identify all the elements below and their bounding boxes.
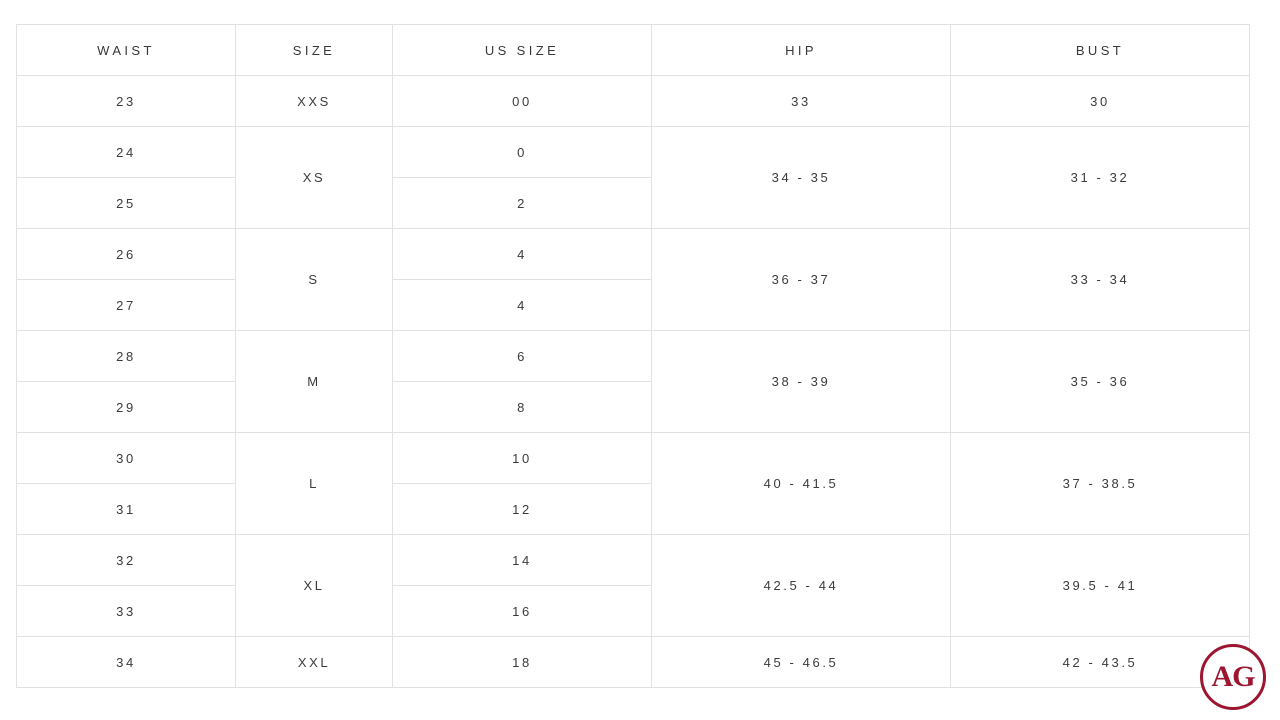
cell-waist: 23: [17, 76, 236, 127]
cell-hip: 36 - 37: [652, 229, 951, 331]
cell-waist: 28: [17, 331, 236, 382]
cell-us-size: 00: [393, 76, 652, 127]
cell-hip: 33: [652, 76, 951, 127]
table-row: [17, 331, 1250, 382]
table-header: [17, 25, 1250, 76]
cell-us-size: 2: [393, 178, 652, 229]
cell-size: XXS: [236, 76, 393, 127]
cell-bust: 42 - 43.5: [951, 637, 1250, 688]
column-header-hip: HIP: [652, 25, 951, 76]
table-header-row: [17, 25, 1250, 76]
cell-us-size: 10: [393, 433, 652, 484]
cell-size: XS: [236, 127, 393, 229]
cell-waist: 25: [17, 178, 236, 229]
cell-waist: 31: [17, 484, 236, 535]
cell-waist: 30: [17, 433, 236, 484]
cell-us-size: 4: [393, 280, 652, 331]
cell-hip: 38 - 39: [652, 331, 951, 433]
column-header-us-size: US SIZE: [393, 25, 652, 76]
cell-us-size: 6: [393, 331, 652, 382]
table-row: [17, 637, 1250, 688]
cell-size: XXL: [236, 637, 393, 688]
table-row: [17, 76, 1250, 127]
column-header-waist: WAIST: [17, 25, 236, 76]
cell-us-size: 0: [393, 127, 652, 178]
cell-size: XL: [236, 535, 393, 637]
cell-hip: 45 - 46.5: [652, 637, 951, 688]
cell-waist: 26: [17, 229, 236, 280]
cell-bust: 35 - 36: [951, 331, 1250, 433]
ag-logo-icon: [1200, 644, 1266, 710]
cell-hip: 40 - 41.5: [652, 433, 951, 535]
cell-waist: 34: [17, 637, 236, 688]
ag-logo-text: AG: [1211, 660, 1255, 693]
column-header-bust: BUST: [951, 25, 1250, 76]
column-header-size: SIZE: [236, 25, 393, 76]
size-chart-table: [16, 24, 1250, 688]
table-row: [17, 535, 1250, 586]
cell-us-size: 18: [393, 637, 652, 688]
cell-size: M: [236, 331, 393, 433]
cell-bust: 30: [951, 76, 1250, 127]
cell-bust: 31 - 32: [951, 127, 1250, 229]
cell-us-size: 16: [393, 586, 652, 637]
table-row: [17, 127, 1250, 178]
cell-size: S: [236, 229, 393, 331]
cell-us-size: 12: [393, 484, 652, 535]
cell-us-size: 4: [393, 229, 652, 280]
cell-bust: 39.5 - 41: [951, 535, 1250, 637]
cell-hip: 42.5 - 44: [652, 535, 951, 637]
cell-waist: 24: [17, 127, 236, 178]
cell-waist: 33: [17, 586, 236, 637]
cell-waist: 27: [17, 280, 236, 331]
table-body: [17, 76, 1250, 688]
cell-hip: 34 - 35: [652, 127, 951, 229]
cell-size: L: [236, 433, 393, 535]
cell-bust: 33 - 34: [951, 229, 1250, 331]
table-row: [17, 433, 1250, 484]
cell-bust: 37 - 38.5: [951, 433, 1250, 535]
cell-us-size: 8: [393, 382, 652, 433]
cell-us-size: 14: [393, 535, 652, 586]
cell-waist: 32: [17, 535, 236, 586]
cell-waist: 29: [17, 382, 236, 433]
table-row: [17, 229, 1250, 280]
